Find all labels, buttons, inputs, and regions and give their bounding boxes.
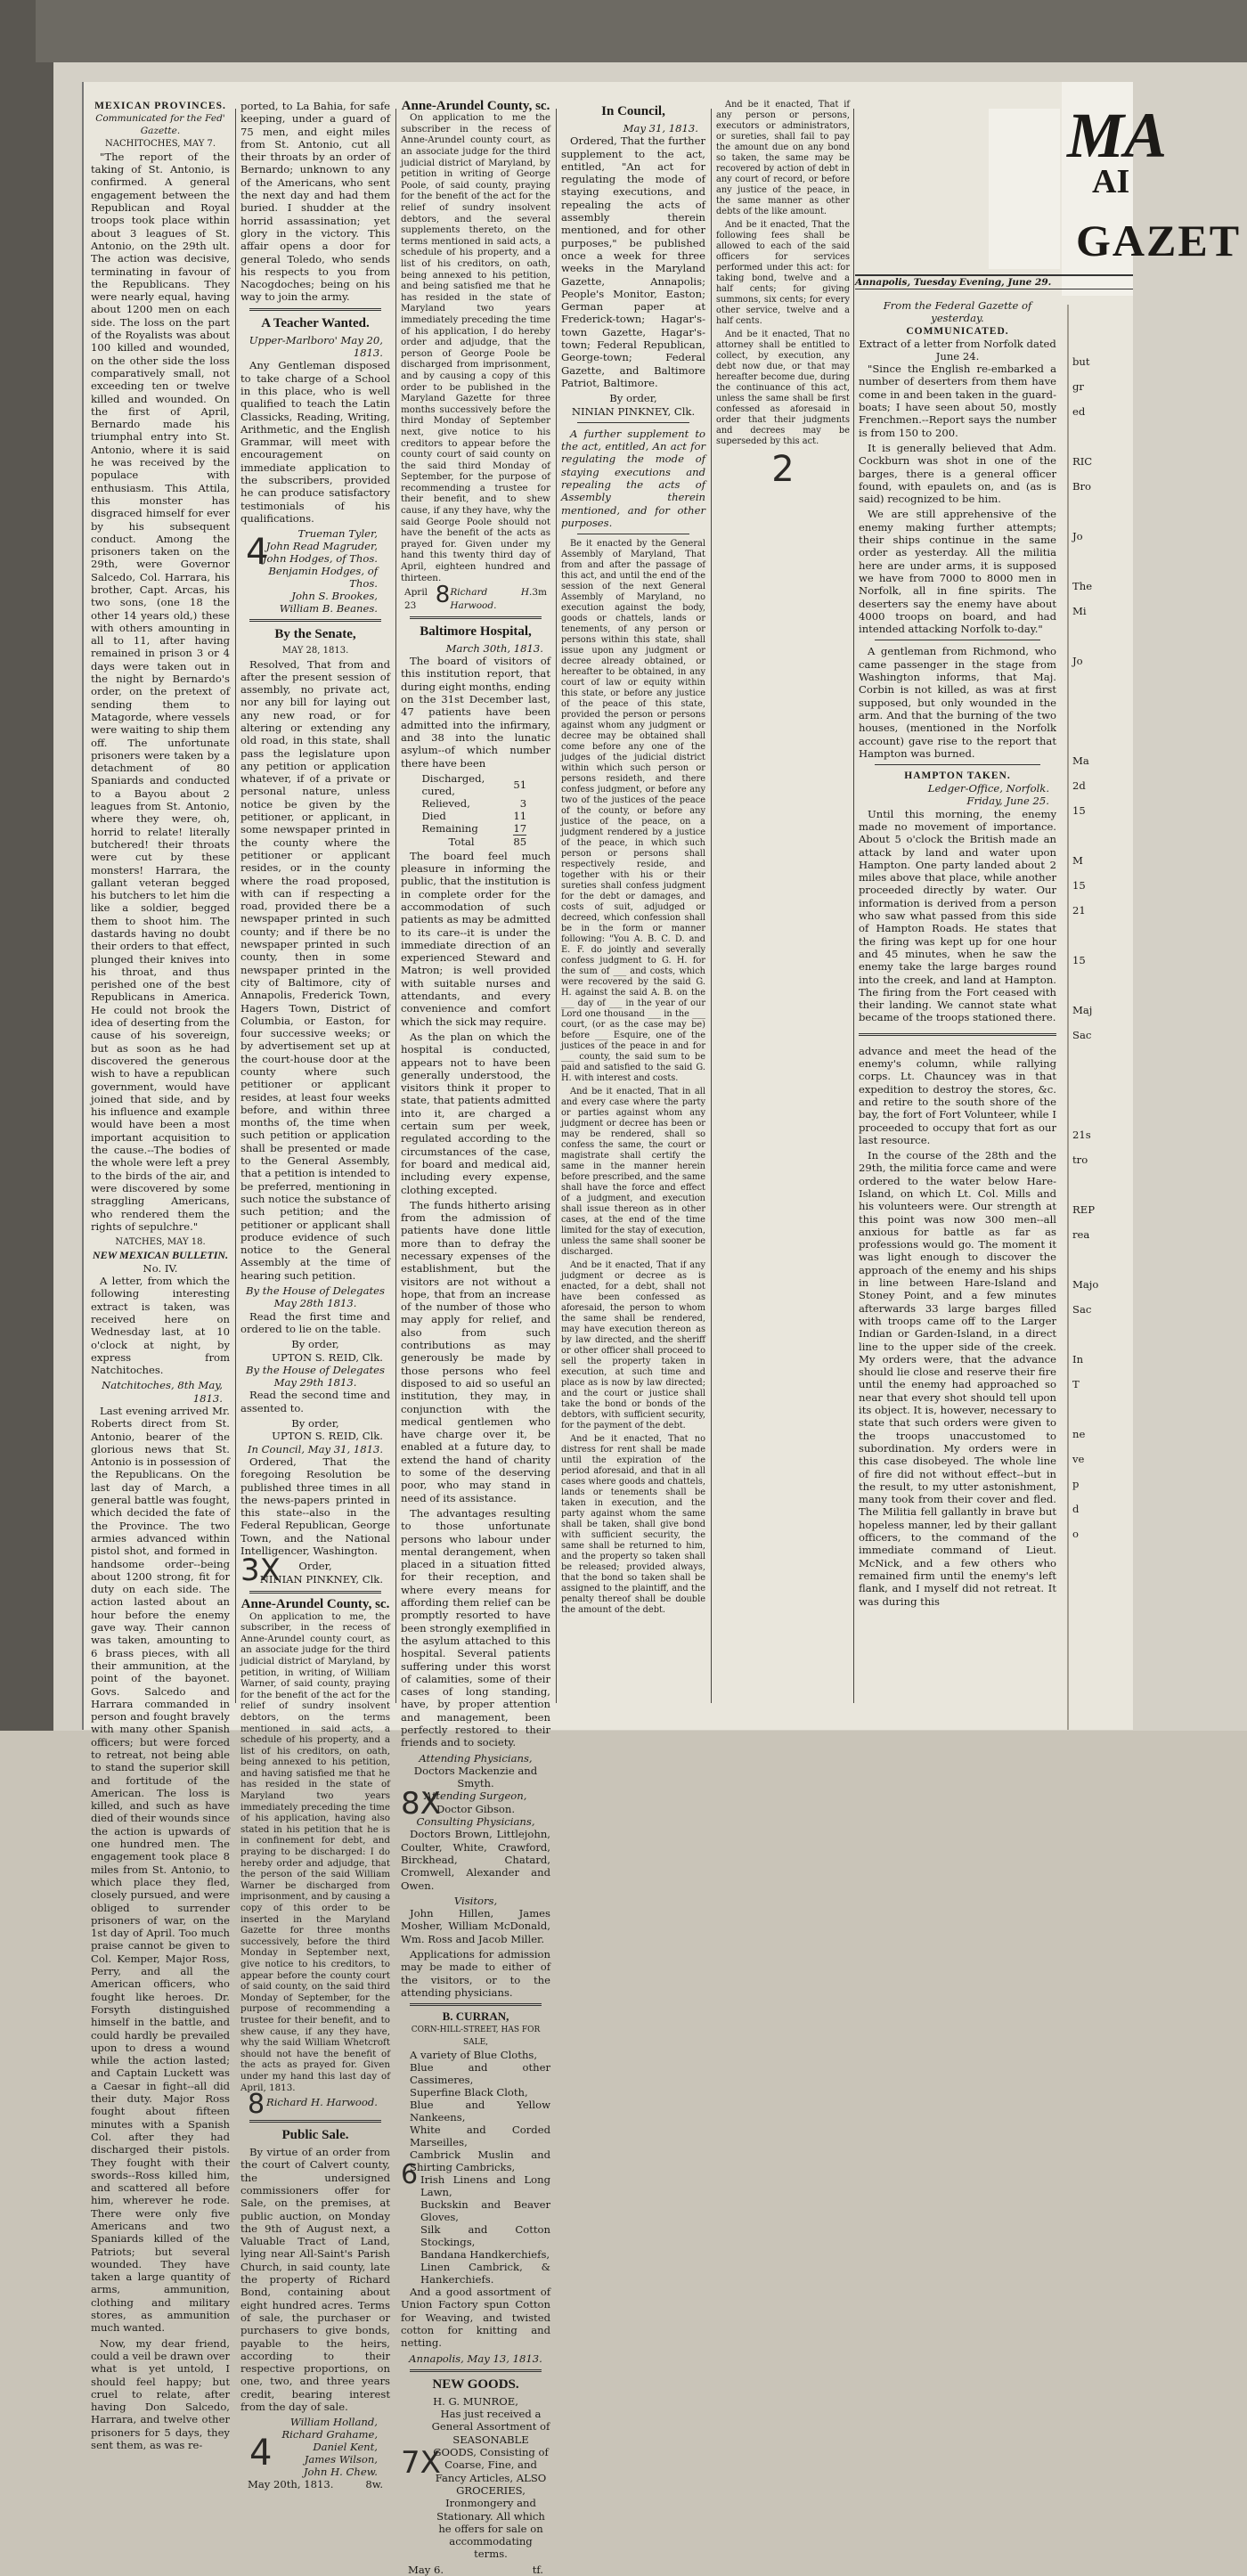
table-row bbox=[422, 810, 527, 822]
stat-value: 3 bbox=[519, 796, 527, 810]
handwritten-mark: 8 bbox=[435, 582, 451, 609]
divider bbox=[859, 1033, 1056, 1036]
resolution-text: Ordered, That the foregoing Resolution be published three times in all the news-papers printed in this state--also in the Federal Republican, George Town, and the National Intelligencer, Washington. bbox=[240, 1455, 390, 1557]
partial-line bbox=[1072, 1048, 1129, 1072]
issue-dateline: Annapolis, Tuesday Evening, June 29. bbox=[855, 274, 1133, 289]
partial-line: M bbox=[1072, 854, 1083, 867]
by-order: By order, bbox=[609, 392, 657, 405]
report-text: The board of visitors of this institution report, that during eight months, ending on the 31st December last, 47 patients have been admitted into the infirmary, and 38 into the lunatic asylum--of which number there have been bbox=[401, 655, 550, 770]
report-text: The funds hitherto arising from the admission of patients have done little more than to defray the necessary expenses of the establishment, but the visitors are not without a hope, that from an increase of the number of those who may apply for relief, and also from such contributions as may generously be made by those persons who feel disposed to aid so useful an institution, they may, in conjunction with the medical gentlemen who have charge over it, be enabled at a future day, to extend the hand of charity to some of the deserving poor, who may stand in need of its assistance. bbox=[401, 1198, 550, 1504]
clerk-signature: NINIAN PINKNEY, Clk. bbox=[259, 1572, 383, 1586]
masthead-word: MA bbox=[1067, 100, 1168, 171]
list-item: A variety of Blue Cloths, bbox=[410, 2049, 538, 2062]
house-heading: By the House of Delegates May 29th 1813. bbox=[246, 1363, 385, 1390]
stat-value: 11 bbox=[513, 809, 527, 822]
signature: William Holland, bbox=[289, 2416, 378, 2429]
list-item: White and Corded Marseilles, bbox=[410, 2124, 550, 2149]
total-value: 85 bbox=[513, 835, 527, 848]
notice-term: 3m bbox=[532, 587, 547, 599]
article-text: It is generally believed that Adm. Cockburn was shot in one of the barges, there is a general officer found, with epaulets on, and (as is said) recognized to be him. bbox=[859, 441, 1056, 506]
divider bbox=[577, 422, 689, 423]
partial-line bbox=[1072, 973, 1129, 998]
column-rule bbox=[853, 109, 854, 1703]
act-title: A further supplement to the act, entitled, An act for regulating the mode of staying executions and repealing the acts of Assembly therein mentioned, and for other purposes. bbox=[561, 427, 705, 529]
handwritten-mark: 7X bbox=[401, 2445, 441, 2482]
divider bbox=[249, 619, 381, 622]
notice-signature bbox=[240, 2089, 390, 2121]
partial-line: 21s bbox=[1072, 1129, 1091, 1141]
dateline: May 31, 1813. bbox=[623, 122, 698, 135]
list-item: Buckskin and Beaver Gloves, bbox=[420, 2198, 550, 2224]
sale-term: 8w. bbox=[365, 2478, 383, 2491]
signature: John Hodges, of Thos. bbox=[262, 552, 378, 566]
heading-teacher-wanted: A Teacher Wanted. bbox=[261, 315, 370, 330]
staff-names: Doctors Mackenzie and Smyth. bbox=[413, 1764, 538, 1790]
partial-line: rea bbox=[1072, 1228, 1090, 1241]
partial-line: REP bbox=[1072, 1203, 1095, 1216]
staff-names: Doctor Gibson. bbox=[436, 1802, 516, 1815]
list-item: Silk and Cotton Stockings, bbox=[420, 2223, 550, 2249]
column-5 bbox=[859, 299, 1056, 1721]
partial-line: tro bbox=[1072, 1153, 1088, 1166]
house-heading: By the House of Delegates May 28th 1813. bbox=[246, 1284, 385, 1310]
act-section: And be it enacted, That no distress for rent shall be made until the expiration of the period aforesaid, and that in all cases where goods and chattels, lands or tenements shall be taken in execution, and the party against whom the same shall be taken, shall give bond with sufficient security, the same shall be returned to him, and the property so taken shall be released; provided always, that the bond so taken shall be assigned to the plaintiff, and the penalty thereof shall be double the amount of the debt. bbox=[561, 1434, 705, 1616]
list-item: Blue and Yellow Nankeens, bbox=[410, 2099, 550, 2124]
signature: Richard Grahame, bbox=[281, 2428, 378, 2441]
article-text: advance and meet the head of the enemy's column, while rallying corps. Lt. Chauncey was in that expedition to destroy the stores, &c. and retire to the south shore of the bay, the fort of Fort Volunteer, while I proceeded to occupy that fort as our last resource. bbox=[859, 1044, 1056, 1146]
goods-list bbox=[401, 2049, 550, 2286]
column-rule bbox=[556, 109, 557, 1703]
heading-baltimore-hospital: Baltimore Hospital, bbox=[420, 624, 532, 639]
heading-bulletin: NEW MEXICAN BULLETIN. bbox=[92, 1249, 229, 1262]
column-3 bbox=[401, 99, 550, 2576]
sale-date: May 20th, 1813. bbox=[248, 2478, 334, 2491]
notice-text: On application to me, the subscriber, in the recess of Anne-Arundel county court, as an associate judge for the third judicial district of Maryland, by petition, in writing, of William Warner, of said county, praying for the benefit of the act for the relief of sundry insolvent debtors, on the terms mentioned in said acts, a schedule of his property, and a list of his creditors, on oath, being annexed to his petition, and having satisfied me that he has resided in the state of Maryland two years immediately preceding the time of his application, having also stated in his petition that he is in confinement for debt, and praying to be discharged: I do hereby order and adjudge, that the person of the said William Warner be discharged from imprisonment, and by causing a copy of this order to be inserted in the Maryland Gazette for three months successively, before the third Monday in September next, give notice to his creditors, to appear before the county court of said county, on the said third Monday of September, for the purpose of recommending a trustee for their benefit, and to shew cause, if any they have, why the said William Whetcroft should not have the benefit of the acts as prayed for. Given under my hand this last day of April, 1813. bbox=[240, 1610, 390, 2093]
article-text: Last evening arrived Mr. Roberts direct from St. Antonio, bearer of the glorious news that St. Antonio is in possession of the Republicans. On the last day of March, a general battle was fought, which decided the fate of the Province. The two armies advanced within pistol shot, and formed in handsome order--being about 1200 strong, fit for duty on each side. The action lasted about an hour before the enemy gave way. Their cannon was taken, amounting to 6 brass pieces, with all their ammunition, at the point of the bayonet. Govs. Salcedo and Harrara commanded in person and fought bravely with many other Spanish officers; but were forced to retreat, not being able to stand the superior skill and fortitude of the American. The loss is killed, and such as have died of their wounds since the action is upwards of one hundred men. The engagement took place 8 miles from St. Antonio, to which place they fled, closely pursued, and were obliged to surrender prisoners of war, on the 1st day of April. Too much praise cannot be given to Col. Kemper, Major Ross, Perry, and all the American officers, who fought like heroes. Dr. Forsyth distinguished himself in the battle, and could hardly be prevailed upon to dress a wound while the action lasted; and Captain Luckett was a Caesar in fight--all did their duty. Major Ross fought about fifteen minutes with a Spanish Col. after they had discharged their pistols. They fought with their swords--Ross killed him, and scattered all before him, wherever he rode. There were only five Americans and two Spaniards killed of the Patriots; but several wounded. They have taken a large quantity of arms, ammunition, clothing and military stores, as ammunition much wanted. bbox=[91, 1404, 230, 2335]
clerk-signature: UPTON S. REID, Clk. bbox=[272, 1430, 383, 1443]
heading-anne-arundel: Anne-Arundel County, sc. bbox=[401, 99, 550, 113]
partial-line: Ma bbox=[1072, 754, 1089, 767]
column-1 bbox=[91, 100, 230, 2452]
clerk-signature: UPTON S. REID, Clk. bbox=[272, 1350, 383, 1364]
admission-note: Applications for admission may be made to either of the visitors, or to the attending physicians. bbox=[401, 1948, 550, 1999]
table-row bbox=[422, 772, 527, 797]
signature: Richard H. Harwood. bbox=[450, 587, 533, 611]
merchant-name: H. G. MUNROE, bbox=[433, 2394, 518, 2408]
list-item: Cambrick Muslin and Shirting Cambricks, bbox=[410, 2148, 550, 2174]
new-goods-term: tf. bbox=[532, 2563, 543, 2576]
act-section: And be it enacted, That in all and every case where the party or parties against whom any judgment or decree has been or may be rendered, shall so confess the same, the court or magistrate shall certify the same in the manner herein before prescribed, and the same shall have the force and effect of a judgment, and execution shall issue thereon as in other cases, at the end of the time limited for the stay of execution, unless the same shall sooner be discharged. bbox=[561, 1087, 705, 1258]
dateline: March 30th, 1813. bbox=[445, 641, 543, 655]
divider bbox=[410, 2369, 542, 2372]
stat-label: Relieved, bbox=[421, 796, 470, 810]
masthead-word: AI bbox=[1092, 163, 1130, 200]
partial-line: d bbox=[1072, 1503, 1080, 1515]
source-line: Ledger-Office, Norfolk. bbox=[927, 782, 1049, 795]
partial-line: gr bbox=[1072, 380, 1084, 393]
stat-value: 51 bbox=[513, 778, 527, 791]
partial-line: ne bbox=[1072, 1428, 1086, 1440]
handwritten-mark: 3X bbox=[240, 1553, 281, 1589]
heading-curran: B. CURRAN, bbox=[442, 2009, 509, 2024]
partial-line: Bro bbox=[1072, 480, 1092, 493]
resolution-text: Read the first time and ordered to lie on the table. bbox=[240, 1309, 390, 1335]
masthead-title: GAZET bbox=[1076, 216, 1242, 265]
article-text: We are still apprehensive of the enemy making further attempts; their ships continue in the same order as yesterday. All the militia here are under arms, it is supposed we have from 7000 to 8000 men in Norfolk, all in fine spirits. The deserters say the enemy have about 4000 troops on board, and had intended attacking Norfolk to-day." bbox=[859, 508, 1056, 636]
partial-line: 15 bbox=[1072, 954, 1086, 966]
partial-line bbox=[1072, 1247, 1129, 1272]
dateline: NACHITOCHES, MAY 7. bbox=[104, 138, 216, 149]
divider bbox=[249, 2120, 381, 2123]
article-text: "Since the English re-embarked a number of deserters from them have come in and been taken in the guard-boats; I have seen about 50, mostly Frenchmen.--Report says the number is from 150 to 200. bbox=[859, 363, 1056, 439]
column-rule bbox=[711, 109, 712, 1703]
signatures bbox=[240, 527, 390, 615]
masthead bbox=[1062, 82, 1242, 296]
staff-names: Doctors Brown, Littlejohn, Coulter, White, Crawford, Birckhead, Chatard, Cromwell, Alexander and Owen. bbox=[401, 1828, 550, 1892]
by-order: Order, bbox=[298, 1560, 332, 1573]
partial-line: 15 bbox=[1072, 879, 1086, 892]
column-rule bbox=[235, 109, 236, 1703]
stat-label: Discharged, cured, bbox=[421, 771, 485, 797]
column-2 bbox=[240, 100, 390, 2491]
divider bbox=[410, 616, 542, 619]
handwritten-mark: 4 bbox=[249, 2433, 273, 2474]
resolution-text: Read the second time and assented to. bbox=[240, 1389, 390, 1414]
new-goods-text: Has just received a General Assortment of SEASONABLE GOODS, Consisting of Coarse, Fine, and Fancy Articles, ALSO GROCERIES, Ironmongery and Stationary. All which he offers for sale on accommodating terms. bbox=[431, 2408, 550, 2561]
dateline: Friday, June 25. bbox=[966, 795, 1049, 808]
article-text: ported, to La Bahia, for safe keeping, under a guard of 75 men, and eight miles from St. Antonio, cut all their throats by an order of Bernardo; unknown to any of the Americans, who sent the next day and had them buried. I shudder at the horrid assassination; yet glory in the victory. This affair opens a door for general Toledo, who sends his respects to you from Nacogdoches; being on his way to join the army. bbox=[240, 100, 390, 304]
resolution-text: Resolved, That from and after the present session of assembly, no private act, nor any bill for laying out any new road, or for altering or extending any old road, in this state, shall pass the legislature upon any petition or application whatever, if of a private or personal nature, unless notice be given by the petitioner, or applicant, in some newspaper printed in the county where the petitioner or applicant resides, or in the county where the road proposed, with can if respecting a road, provided there be a newspaper printed in such county; and if there be no newspaper printed in such county, then in some newspaper printed in the city of Baltimore, city of Annapolis, Frederick Town, Hagers Town, District of Columbia, or Easton, for four successive weeks; or by advertisement set up at the court-house door at the county where such petitioner or applicant resides, at least four weeks before, and within three months of, the time when such petition or application shall be presented or made to the General Assembly, that a petition is intended to be preferred, mentioning in such notice the substance of such petition; and the petitioner or applicant shall produce evidence of such notice to the General Assembly at the time of hearing such petition. bbox=[240, 657, 390, 1282]
article-text: In the course of the 28th and the 29th, the militia force came and were ordered to the water below Hare-Island, on which Lt. Col. Mills and his volunteers were. Our strength at this point was now 300 men--all anxious for battle as far as professions would go. The moment it was light enough to discover the approach of the enemy and his ships in line between Hare-Island and Stoney Point, and a few minutes afterwards 33 large barges filled with troops came off to the Larger Indian or Garden-Island, in a direct line to the upper side of the creek. My orders were, that the advance should lie close and reserve their fire until the enemy had approached so near that every shot should tell upon its object. It is, however, necessary to state that such orders were given to the troops unaccustomed to subordination. My orders were in this case disobeyed. The whole line of fire did not without effect--but in the result, to my utter astonishment, many took from their cover and fled. The Militia fell gallantly in brave but hopeless manner, led by their gallant officers, to the command of the immediate command of Lieut. McNick, and a few others who remained firm until the enemy's left flank, and I myself did not retreat. It was during this bbox=[859, 1149, 1056, 1608]
divider bbox=[249, 1591, 381, 1594]
partial-line: Sac bbox=[1072, 1303, 1092, 1316]
act-section: And be it enacted, That no attorney shall be entitled to collect, by execution, any debt now due, or that may hereafter become due, during the continuance of this act, unless the same shall be first confessed as aforesaid in order that their judgments and decrees may be superseded by this act. bbox=[716, 330, 850, 446]
partial-line bbox=[1072, 1322, 1129, 1347]
divider bbox=[875, 764, 1040, 765]
partial-line bbox=[1072, 723, 1129, 748]
partial-line: p bbox=[1072, 1478, 1080, 1490]
curran-subheading: CORN-HILL-STREET, HAS FOR SALE, bbox=[411, 2025, 541, 2047]
signature: Daniel Kent, bbox=[313, 2441, 378, 2454]
list-item: Blue and other Cassimeres, bbox=[410, 2061, 550, 2087]
signature: James Wilson, bbox=[304, 2453, 378, 2466]
notice-date: April 23 bbox=[404, 587, 428, 611]
new-goods-date: May 6. bbox=[408, 2563, 444, 2576]
page-fold bbox=[1067, 305, 1069, 1730]
column-rule bbox=[395, 109, 396, 1703]
notice-text: On application to me the subscriber in the recess of Anne-Arundel county court, as an associate judge for the third judicial district of Maryland, by petition in writing of George Poole, of said county, praying for the benefit of the act for the relief of sundry insolvent debtors, and the several supplements thereto, on the terms mentioned in said acts, a schedule of his property, and a list of his creditors, on oath, being annexed to his petition, and being satisfied me that he has resided in the state of Maryland two years immediately preceding the time of his application, I do hereby order and adjudge, that the person of George Poole be discharged from imprisonment, and by causing a copy of this order to be published in the Maryland Gazette for three months successively before the third Monday of September next, give notice to his creditors to appear before the county court of said county on the said third Monday of September, for the purpose of recommending a trustee for their benefit, and to shew cause, if any they have, why the said George Poole should not have the benefit of the acts as prayed for. Given under my hand this twenty third day of April, eighteen hundred and thirteen. bbox=[401, 112, 550, 583]
advert-text: Any Gentleman disposed to take charge of a School in this place, who is well qualified to teach the Latin Classicks, Reading, Writing, Arithmetic, and the English Grammar, will meet with encouragement on immediate application to the subscribers, provided he can produce satisfactory testimonials of his qualifications. bbox=[240, 359, 390, 525]
article-text: Now, my dear friend, could a veil be drawn over what is yet untold, I should feel happy; but cruel to relate, after having Don Salcedo, Harrara, and twelve other prisoners for 5 days, they sent them, as was re- bbox=[91, 2336, 230, 2452]
subheading: Communicated for the Fed' Gazette. bbox=[95, 113, 225, 137]
column-6-partial bbox=[1072, 349, 1129, 1721]
column-4b bbox=[716, 100, 850, 1721]
partial-line: 2d bbox=[1072, 779, 1086, 792]
partial-line: Maj bbox=[1072, 1004, 1093, 1016]
partial-line: The bbox=[1072, 580, 1093, 592]
signature: William B. Beanes. bbox=[279, 602, 378, 615]
heading-hampton-taken: HAMPTON TAKEN. bbox=[904, 770, 1011, 782]
total-label: Total bbox=[448, 835, 475, 848]
staff-heading: Attending Surgeon, bbox=[424, 1789, 527, 1803]
signature: John H. Chew. bbox=[303, 2466, 378, 2479]
by-order: By order, bbox=[291, 1338, 339, 1351]
heading-in-council: In Council, bbox=[601, 104, 665, 118]
clerk-signature: NINIAN PINKNEY, Clk. bbox=[571, 404, 696, 418]
partial-line bbox=[1072, 549, 1129, 574]
bulletin-number: No. IV. bbox=[143, 1261, 178, 1275]
curran-date: Annapolis, May 13, 1813. bbox=[409, 2352, 542, 2365]
partial-line bbox=[1072, 1097, 1129, 1122]
sale-footer bbox=[240, 2478, 390, 2490]
new-goods-block bbox=[401, 2408, 550, 2561]
dateline: NATCHES, MAY 18. bbox=[115, 1237, 206, 1248]
table-row bbox=[422, 835, 527, 848]
dateline: Upper-Marlboro' May 20, 1813. bbox=[249, 333, 383, 360]
partial-line bbox=[1072, 673, 1129, 698]
staff-heading: Consulting Physicians, bbox=[416, 1815, 535, 1829]
handwritten-mark: 8 bbox=[248, 2089, 265, 2121]
handwritten-mark: 4 bbox=[246, 532, 269, 574]
list-item: Irish Linens and Long Lawn, bbox=[420, 2173, 550, 2199]
report-text: The board feel much pleasure in informing the public, that the institution is in complete order for the accommodation of such patients as may be admitted to its care--it is under the immediate direction of an experienced Steward and Matron; is well provided with suitable nurses and attendants, and every convenience and comfort which the sick may require. bbox=[401, 849, 550, 1028]
partial-line: Jo bbox=[1072, 655, 1083, 667]
masthead-left bbox=[989, 109, 1060, 269]
partial-line: 15 bbox=[1072, 804, 1086, 817]
dateline: MAY 28, 1813. bbox=[281, 646, 349, 656]
handwritten-mark: 6 bbox=[401, 2159, 419, 2191]
stat-label: Remaining bbox=[421, 822, 478, 836]
stat-label: Died bbox=[421, 809, 446, 822]
signature: Richard H. Harwood. bbox=[266, 2096, 378, 2109]
partial-line: Sac bbox=[1072, 1029, 1092, 1041]
partial-line: In bbox=[1072, 1353, 1084, 1365]
sale-signatures bbox=[240, 2416, 390, 2478]
column-4 bbox=[561, 100, 705, 1721]
table-row bbox=[422, 797, 527, 810]
list-item: Bandana Handkerchiefs, bbox=[420, 2248, 550, 2262]
sale-text: By virtue of an order from the court of Calvert county, the undersigned commissioners offer for Sale, on the premises, at public auction, on Monday the 9th of August next, a Valuable Tract of Land, lying near All-Saint's Parish Church, in said county, late the property of Richard Bond, containing about eight hundred acres. Terms of sale, the purchaser or purchasers to give bonds, payable to the heirs, according to their respective proportions, on one, two, and three years credit, bearing interest from the day of sale. bbox=[240, 2146, 390, 2414]
signature: John S. Brookes, bbox=[291, 590, 378, 603]
heading-by-the-senate: By the Senate, bbox=[274, 627, 356, 642]
extract-heading: Extract of a letter from Norfolk dated June 24. bbox=[859, 337, 1056, 363]
new-goods-footer bbox=[401, 2564, 550, 2576]
signature: Benjamin Hodges, of Thos. bbox=[268, 565, 378, 591]
council-heading: In Council, May 31, 1813. bbox=[247, 1442, 384, 1455]
partial-line bbox=[1072, 698, 1129, 723]
signature: John Read Magruder, bbox=[265, 540, 378, 553]
article-text: A gentleman from Richmond, who came passenger in the stage from Washington informs, that Maj. Corbin is not killed, as was at first supposed, but only wounded in the arm. And that the burning of the two houses, (mentioned in the Norfolk account) gave rise to the report that Hampton was burned. bbox=[859, 645, 1056, 760]
heading-public-sale: Public Sale. bbox=[281, 2128, 349, 2143]
partial-line bbox=[1072, 1172, 1129, 1197]
partial-line bbox=[1072, 1397, 1129, 1422]
partial-line bbox=[1072, 624, 1129, 648]
dateline: Natchitoches, 8th May, 1813. bbox=[102, 1379, 223, 1405]
partial-line bbox=[1072, 823, 1129, 848]
act-section: Be it enacted by the General Assembly of Maryland, That from and after the passage of this act, and until the end of the session of the next General Assembly of Maryland, no execution against the body, goods or chattels, lands or tenements, of any person or persons within this state, shall issue upon any judgment or decree already obtained, or hereafter to be obtained, in any court of law or equity within this state, or before any justice of the peace of this state, provided the person or persons against whom any judgment or decree may be obtained shall come before any one of the judges of the judicial district within which such person or persons resideth, and there confess judgment, or before any two of the justices of the peace of the county, or before any justice of the peace, on a judgment rendered by a justice of the peace, in which such person or persons shall respectively reside, and together with his or their sureties shall confess judgment for the debt or damages, and costs of suit, adjudged or decreed, which confession shall be in the form or manner following: "You A. B. C. D. and E. F. do jointly and severally confess judgment to G. H. for the sum of ___ and costs, which were recovered by the said G. H. against the said A. B. on the ___ day of ___ in the year of our Lord one thousand ___ in the ___ court, (or as the case may be) before ___ Esquire, one of the justices of the peace in and for ___ county, the said sum to be paid and satisfied to the said G. H. with interest and costs. bbox=[561, 539, 705, 1084]
partial-line: 21 bbox=[1072, 904, 1086, 917]
table-row bbox=[422, 822, 527, 836]
heading-mexican-provinces: MEXICAN PROVINCES. bbox=[94, 101, 226, 111]
partial-line: but bbox=[1072, 355, 1090, 368]
act-section: And be it enacted, That the following fees shall be allowed to each of the said officers for services performed under this act: for taking bond, twelve and a half cents; for giving summons, six cents; for every other service, twelve and a half cents. bbox=[716, 220, 850, 326]
page-mark bbox=[716, 450, 850, 489]
divider bbox=[410, 2003, 542, 2006]
staff-heading: Visitors, bbox=[453, 1894, 498, 1907]
list-item: Linen Cambrick, & Hankerchiefs. bbox=[420, 2261, 550, 2287]
staff-names: John Hillen, James Mosher, William McDonald, Wm. Ross and Jacob Miller. bbox=[401, 1907, 550, 1945]
heading-new-goods: NEW GOODS. bbox=[432, 2376, 519, 2392]
handwritten-mark: 2 bbox=[771, 449, 795, 490]
staff-heading: Attending Physicians, bbox=[419, 1751, 533, 1765]
source-heading: From the Federal Gazette of yesterday. bbox=[883, 299, 1032, 325]
act-section: And be it enacted, That if any judgment or decree as is enacted, for a debt, shall not have been confessed as aforesaid, the person to whom the same shall be rendered, may have execution thereon as by law directed, and the sheriff or other officer shall proceed to sell the property taken in execution, at such time and place as is now by law directed; and the court or justice shall take the bond or bonds of the debtors, with sufficient security, for the payment of the debt. bbox=[561, 1260, 705, 1431]
list-item: Superfine Black Cloth, bbox=[410, 2086, 528, 2099]
partial-line: Mi bbox=[1072, 605, 1087, 617]
hospital-stats-table bbox=[422, 772, 527, 848]
partial-line bbox=[1072, 424, 1129, 449]
report-text: The advantages resulting to those unfortunate persons who labour under mental derangement, when placed in a situation fitted for their reception, and where every means for affording them relief can be promptly resorted to have been strongly exemplified in the asylum attached to this hospital. Several patients suffering under this worst of calamities, some of their cases of long standing, have, by proper attention and management, been perfectly restored to their friends and to society. bbox=[401, 1506, 550, 1749]
council-text: Ordered, That the further supplement to the act, entitled, "An act for regulating the mode of staying executions, and repealing the acts of assembly therein mentioned, and for other purposes," be published once a week for three weeks in the Maryland Gazette, Annapolis; People's Monitor, Easton; German paper at Frederick-town; Hagar's-town Gazette, Hagar's-town; Federal Republican, George-town; Federal Gazette, and Baltimore Patriot, Baltimore. bbox=[561, 135, 705, 389]
order-block bbox=[240, 1553, 390, 1589]
partial-line: ed bbox=[1072, 405, 1086, 418]
report-text: As the plan on which the hospital is conducted, appears not to have been generally understood, the visitors think it proper to state, that patients admitted into it, are charged a certain sum per week, regulated according to the circumstances of the case, for board and medical aid, including every expense, clothing excepted. bbox=[401, 1030, 550, 1196]
partial-line bbox=[1072, 923, 1129, 948]
by-order: By order, bbox=[291, 1417, 339, 1431]
heading-communicated: COMMUNICATED. bbox=[906, 325, 1009, 337]
article-text: "The report of the taking of St. Antonio, is confirmed. A general engagement between the Republican and Royal troops took place within about 3 leagues of St. Antonio, on the 29th ult. The action was decisive, terminating in favour of the Republicans. They were nearly equal, having about 1200 men on each side. The loss on the part of the Royalists was about 100 killed and wounded, on the other side the loss comparatively small, not exceeding ten or twelve killed and wounded. On the first of April, Bernardo made his triumphal entry into St. Antonio, where it is said he was received by the populace with enthusiasm. This Attila, this monster has disgraced himself for ever by his subsequent conduct. Among the prisoners taken on the 29th, were Governor Salcedo, Col. Harrara, his brother, Capt. Arcas, his two sons, (one 18 the other 14 years old,) these with others amounting in all to 11, after having remained in prison 3 or 4 days were taken out in the night by Bernardo's order, on the pretext of sending them to Matagorde, where vessels were waiting to ship them off. The unfortunate prisoners were taken by a detachment of 80 Spaniards and conducted to a Bayou about 2 leagues from St. Antonio, where they were, oh, horrid to relate! literally butchered! their throats were cut by these monsters! Harrara, the gallant veteran begged his butchers to let him die like a soldier, begged them to shoot him. The dastards having no doubt their orders to that effect, plunged their knives into his throat, and thus perished one of the best Republicans in America. He could not brook the idea of deserting from the cause of his sovereign, but as soon as he had discovered the generous wish to have a republican government, would have joined that side, and by his influence and example would have been a most important acquisition to the cause.--The bodies of the whole were left a prey to the birds of the air, and were discovered by some straggling Americans, who rendered them the rights of sepulchre." bbox=[91, 150, 230, 1233]
handwritten-mark: 8X bbox=[401, 1786, 441, 1822]
partial-line: RIC bbox=[1072, 455, 1093, 468]
partial-line bbox=[1072, 1072, 1129, 1097]
curran-text: And a good assortment of Union Factory spun Cotton for Weaving, and twisted cotton for knitting and netting. bbox=[401, 2286, 550, 2350]
stat-value: 17 bbox=[513, 821, 527, 835]
partial-line: Majo bbox=[1072, 1278, 1099, 1291]
partial-line bbox=[1072, 499, 1129, 524]
article-text: Until this morning, the enemy made no movement of importance. About 5 o'clock the British made an attack by land and water upon Hampton. One party landed about 2 miles above that place, while another proceeded directly by water. Our information is derived from a person who saw what passed from this side of Hampton Roads. He states that the firing was kept up for one hour and 45 minutes, when he saw the enemy take the large barges round into the creek, and land at Hampton. The firing from the Fort ceased with their landing. We cannot state what became of the troops stationed there. bbox=[859, 807, 1056, 1024]
partial-line: T bbox=[1072, 1378, 1080, 1390]
notice-footer bbox=[401, 582, 550, 612]
partial-line: Jo bbox=[1072, 530, 1083, 542]
newspaper-page bbox=[82, 82, 1242, 2576]
partial-line: o bbox=[1072, 1528, 1079, 1540]
heading-anne-arundel: Anne-Arundel County, sc. bbox=[240, 1597, 390, 1612]
article-text: A letter, from which the following interesting extract is taken, was received here on Wednesday last, at 10 o'clock at night, by express from Natchitoches. bbox=[91, 1275, 230, 1377]
partial-line: ve bbox=[1072, 1453, 1085, 1465]
act-section: And be it enacted, That if any person or persons, executors or administrators, or sureties, shall fail to pay the amount due on any bond so taken, the same may be recovered by action of debt in any court of record, or before any justice of the peace, in the same manner as other debts of the like amount. bbox=[716, 100, 850, 216]
divider bbox=[249, 308, 381, 311]
signature: Trueman Tyler, bbox=[297, 527, 378, 541]
